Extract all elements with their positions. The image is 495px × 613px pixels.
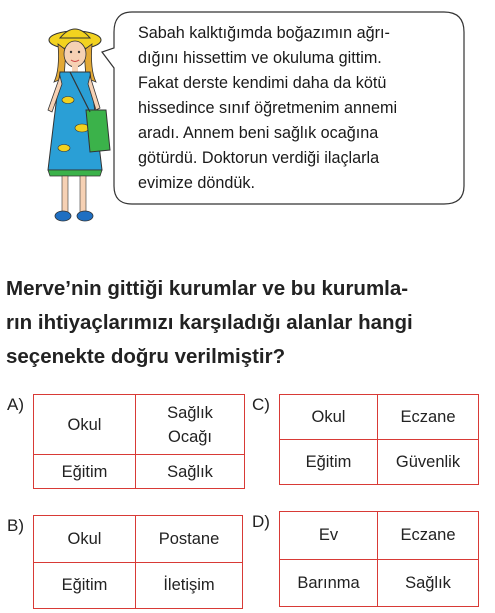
speech-line: Sabah kalktığımda boğazımın ağrı- (138, 24, 390, 42)
option-a-table[interactable] (33, 394, 245, 489)
question-line: seçenekte doğru verilmiştir? (6, 345, 286, 368)
option-d-cell: Barınma (280, 559, 378, 607)
speech-text (138, 21, 446, 196)
speech-line: götürdü. Doktorun verdiği ilaçlarla (138, 149, 380, 167)
option-c-cell: Eğitim (280, 440, 378, 485)
option-b-table[interactable] (33, 515, 243, 609)
option-d-cell: Eczane (378, 512, 479, 560)
option-a-cell: Eğitim (34, 455, 136, 489)
speech-line: aradı. Annem beni sağlık ocağına (138, 124, 379, 142)
option-b-cell: İletişim (136, 562, 243, 609)
option-c-cell: Okul (280, 395, 378, 440)
question-line: Merve’nin gittiği kurumlar ve bu kurumla- (6, 277, 409, 300)
question-line: rın ihtiyaçlarımızı karşıladığı alanlar hangi (6, 311, 413, 334)
option-b-cell: Postane (136, 516, 243, 563)
option-b-cell: Eğitim (34, 562, 136, 609)
option-d-table[interactable] (279, 511, 479, 607)
speech-line: hissedince sınıf öğretmenim annemi (138, 99, 398, 117)
option-a-cell: Sağlık (136, 455, 245, 489)
option-c-table[interactable] (279, 394, 479, 485)
option-b-label[interactable]: B) (7, 516, 24, 535)
option-c-label[interactable]: C) (252, 395, 270, 414)
option-d-cell: Ev (280, 512, 378, 560)
option-a-cell (136, 395, 245, 455)
option-d-cell: Sağlık (378, 559, 479, 607)
option-c-cell: Eczane (378, 395, 479, 440)
option-a-label[interactable]: A) (7, 395, 24, 414)
option-a-cell: Okul (34, 395, 136, 455)
option-d-label[interactable]: D) (252, 512, 270, 531)
speech-line: evimize döndük. (138, 174, 255, 192)
question-text (6, 272, 492, 374)
option-c-cell: Güvenlik (378, 440, 479, 485)
speech-line: dığını hissettim ve okuluma gittim. (138, 49, 382, 67)
option-a-cell-line: Ocağı (167, 427, 213, 446)
speech-line: Fakat derste kendimi daha da kötü (138, 74, 387, 92)
option-b-cell: Okul (34, 516, 136, 563)
option-a-cell-line: Sağlık (167, 403, 213, 422)
